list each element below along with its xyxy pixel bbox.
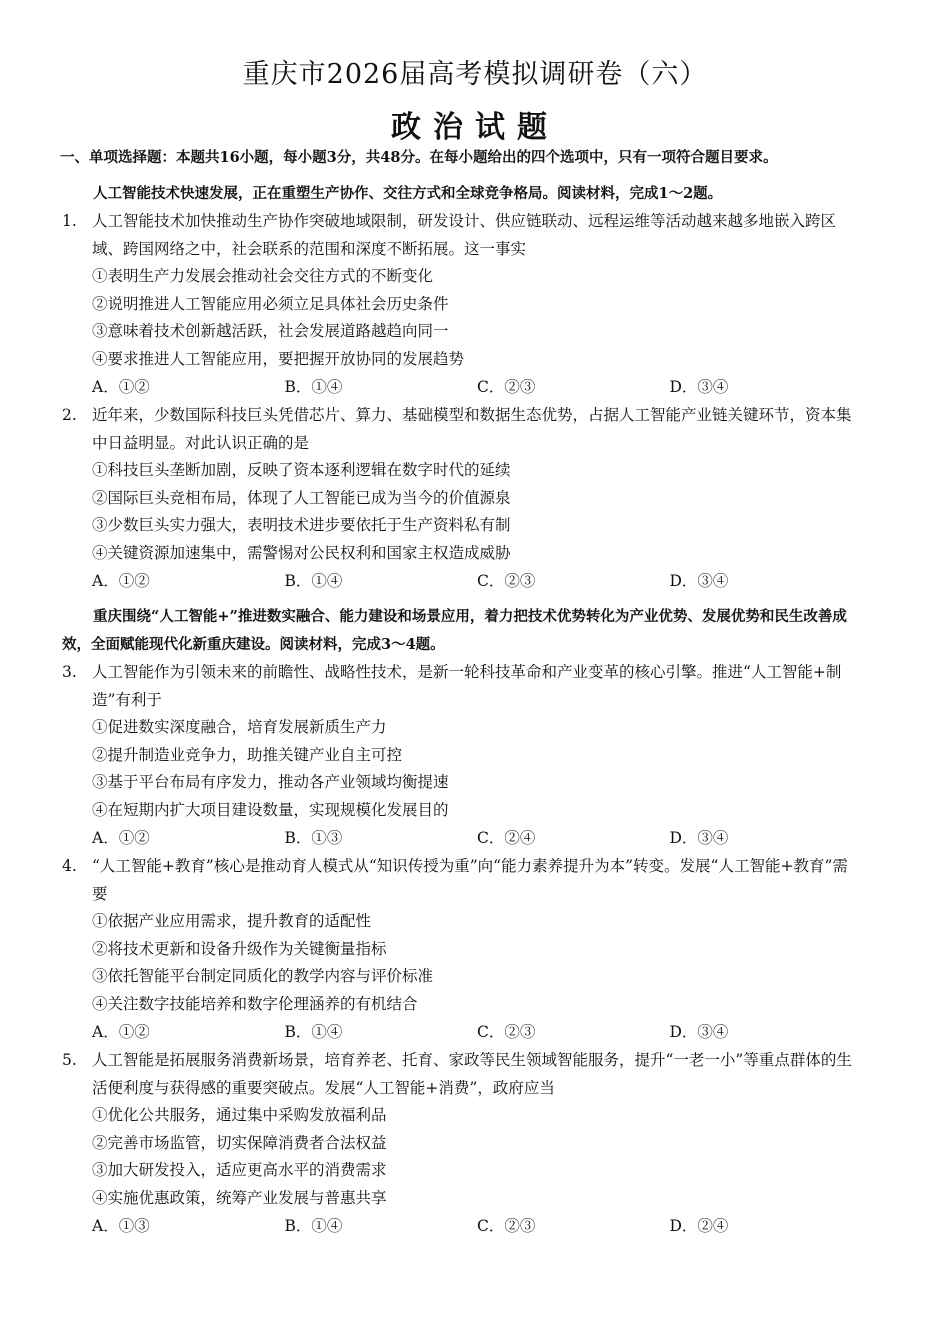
statement-4: ④关注数字技能培养和数字伦理涵养的有机结合 [92,994,418,1013]
question-stem [62,207,862,263]
statement-4: ④在短期内扩大项目建设数量，实现规模化发展目的 [92,800,449,819]
choice-a: A．①② [92,378,150,396]
question-2 [62,401,862,595]
question-number: 4. [62,857,77,875]
statement-1: ①促进数实深度融合，培育发展新质生产力 [92,718,387,736]
question-number: 2. [62,406,77,424]
choice-d: D．③④ [669,829,729,847]
answer-choices [62,1018,862,1046]
answer-choices [62,1212,862,1240]
choice-d: D．②④ [669,1217,729,1235]
choice-b: B．①④ [284,572,343,590]
choice-c: C．②③ [477,1217,536,1235]
choice-a: A．①② [92,829,150,847]
statement-2: ②完善市场监管，切实保障消费者合法权益 [92,1133,387,1152]
answer-choices [62,567,862,595]
statement-1: ①优化公共服务，通过集中采购发放福利品 [92,1106,387,1124]
choice-b: B．①④ [284,378,343,396]
choice-a: A．①② [92,1023,150,1041]
question-text: 人工智能是拓展服务消费新场景，培育养老、托育、家政等民生领域智能服务，提升“一老一小”等重点群体的生活便利度与获得感的重要突破点。发展“人工智能+消费”，政府应当 [92,1051,852,1097]
question-text: “人工智能+教育”核心是推动育人模式从“知识传授为重”向“能力素养提升为本”转变。发展“人工智能+教育”需要 [92,857,848,903]
choice-c: C．②③ [477,378,536,396]
answer-choices [62,373,862,401]
question-stem [62,1046,862,1102]
subject-title: 政治试题 [391,110,559,145]
question-stem [62,852,862,908]
section-heading: 一、单项选择题：本题共16小题，每小题3分，共48分。在每小题给出的四个选项中，只有一项符合题目要求。 [60,149,778,166]
question-number: 1. [62,212,77,230]
statement-1: ①科技巨头垄断加剧，反映了资本逐利逻辑在数字时代的延续 [92,461,511,479]
question-4 [62,852,862,1046]
statement-3: ③意味着技术创新越活跃，社会发展道路越趋向同一 [92,322,449,340]
statement-3: ③加大研发投入，适应更高水平的消费需求 [92,1161,387,1179]
statement-4: ④要求推进人工智能应用，要把握开放协同的发展趋势 [92,349,465,368]
question-text: 人工智能作为引领未来的前瞻性、战略性技术，是新一轮科技革命和产业变革的核心引擎。推进“人工智能+制造”有利于 [92,663,842,709]
statement-4: ④关键资源加速集中，需警惕对公民权利和国家主权造成威胁 [92,543,511,562]
question-stem [62,401,862,457]
question-number: 5. [62,1051,77,1069]
material-intro-2: 重庆围绕“人工智能+”推进数实融合、能力建设和场景应用，着力把技术优势转化为产业优势、发展优势和民生改善成效，全面赋能现代化新重庆建设。阅读材料，完成3～4题。 [62,608,847,653]
statement-2: ②提升制造业竞争力，助推关键产业自主可控 [92,745,403,764]
choice-d: D．③④ [669,378,729,396]
statement-3: ③依托智能平台制定同质化的教学内容与评价标准 [92,967,434,985]
statement-2: ②国际巨头竞相布局，体现了人工智能已成为当今的价值源泉 [92,488,511,507]
material-intro-1: 人工智能技术快速发展，正在重塑生产协作、交往方式和全球竞争格局。阅读材料，完成1～2题。 [93,185,723,202]
statement-3: ③基于平台布局有序发力，推动各产业领域均衡提速 [92,773,449,791]
choice-d: D．③④ [669,572,729,590]
question-text: 人工智能技术加快推动生产协作突破地域限制，研发设计、供应链联动、远程运维等活动越来越多地嵌入跨区域、跨国网络之中，社会联系的范围和深度不断拓展。这一事实 [92,212,837,258]
choice-b: B．①④ [284,1217,343,1235]
statement-4: ④实施优惠政策，统筹产业发展与普惠共享 [92,1188,387,1207]
question-1 [62,207,862,401]
choice-c: C．②③ [477,1023,536,1041]
choice-b: B．①③ [284,829,343,847]
question-3 [62,658,862,852]
statement-2: ②说明推进人工智能应用必须立足具体社会历史条件 [92,294,449,313]
choice-c: C．②④ [477,829,536,847]
statement-2: ②将技术更新和设备升级作为关键衡量指标 [92,939,387,958]
choice-c: C．②③ [477,572,536,590]
choice-a: A．①③ [92,1217,150,1235]
question-text: 近年来，少数国际科技巨头凭借芯片、算力、基础模型和数据生态优势，占据人工智能产业链关键环节，资本集中日益明显。对此认识正确的是 [92,406,852,452]
choice-d: D．③④ [669,1023,729,1041]
statement-3: ③少数巨头实力强大，表明技术进步要依托于生产资料私有制 [92,516,511,534]
question-5 [62,1046,862,1240]
answer-choices [62,824,862,852]
question-stem [62,658,862,714]
statement-1: ①依据产业应用需求，提升教育的适配性 [92,912,372,930]
statement-1: ①表明生产力发展会推动社会交往方式的不断变化 [92,267,434,285]
choice-b: B．①④ [284,1023,343,1041]
question-number: 3. [62,663,77,681]
exam-title: 重庆市2026届高考模拟调研卷（六） [242,59,708,90]
choice-a: A．①② [92,572,150,590]
